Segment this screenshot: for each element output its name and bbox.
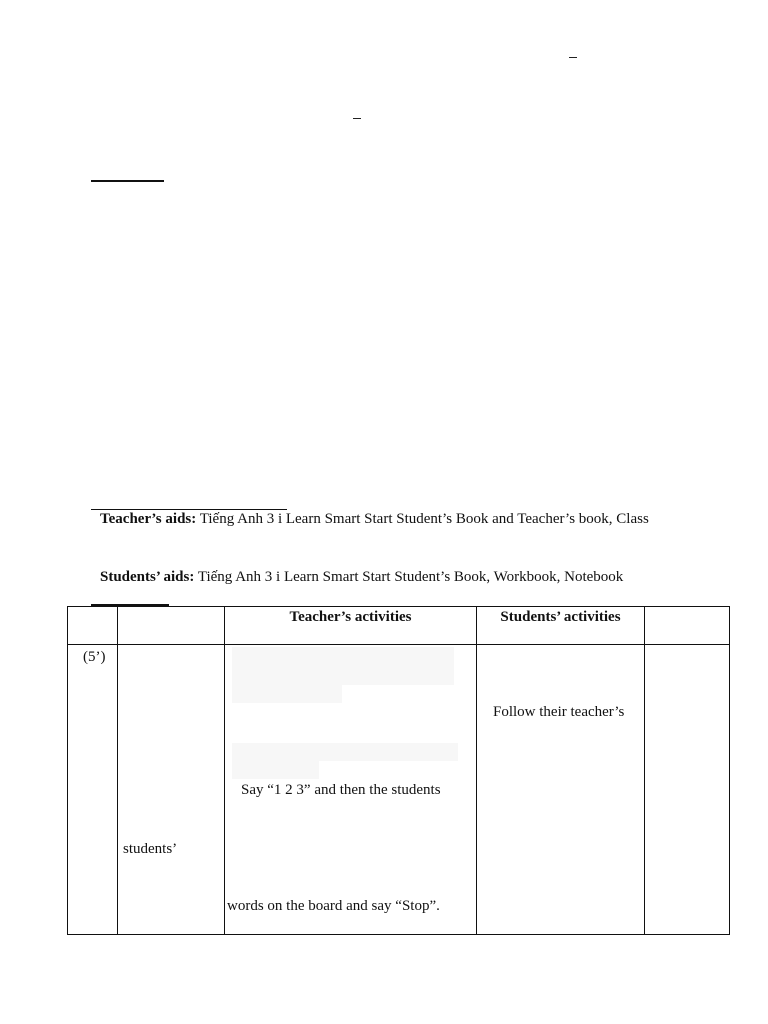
- stage-text: students’: [123, 841, 178, 857]
- header-stage: [118, 607, 225, 645]
- dash-mark-1: [569, 57, 577, 58]
- teacher-aids-label: Teacher’s aids:: [100, 511, 197, 527]
- cell-time: [68, 645, 118, 935]
- lesson-table: [67, 606, 730, 935]
- faded-text-block-4: [232, 761, 319, 779]
- teacher-activity-line-2: words on the board and say “Stop”.: [227, 898, 440, 914]
- students-activity-text: Follow their teacher’s: [493, 704, 625, 720]
- heading-underline: [91, 180, 164, 182]
- students-aids-label: Students’ aids:: [100, 569, 195, 585]
- students-aids-line: [100, 569, 623, 586]
- cell-stage: [118, 645, 225, 935]
- section-rule: [91, 509, 287, 510]
- teacher-aids-text: Tiếng Anh 3 i Learn Smart Start Student’s Book and Teacher’s book, Class: [196, 511, 649, 527]
- faded-text-block-1: [232, 647, 454, 685]
- cell-teacher-activities: [225, 645, 477, 935]
- header-teacher-activities: Teacher’s activities: [225, 607, 477, 645]
- dash-mark-2: [353, 118, 361, 119]
- table-header-row: [68, 607, 730, 645]
- time-value: (5’): [83, 649, 106, 665]
- faded-text-block-3: [232, 743, 458, 761]
- teacher-activity-line-1: Say “1 2 3” and then the students: [241, 782, 441, 798]
- teacher-aids-line: [100, 511, 649, 528]
- header-time: [68, 607, 118, 645]
- students-aids-text: Tiếng Anh 3 i Learn Smart Start Student’s Book, Workbook, Notebook: [194, 569, 624, 585]
- header-students-activities: Students’ activities: [477, 607, 645, 645]
- table-row: [68, 645, 730, 935]
- cell-notes: [645, 645, 730, 935]
- cell-students-activities: [477, 645, 645, 935]
- header-notes: [645, 607, 730, 645]
- faded-text-block-2: [232, 685, 342, 703]
